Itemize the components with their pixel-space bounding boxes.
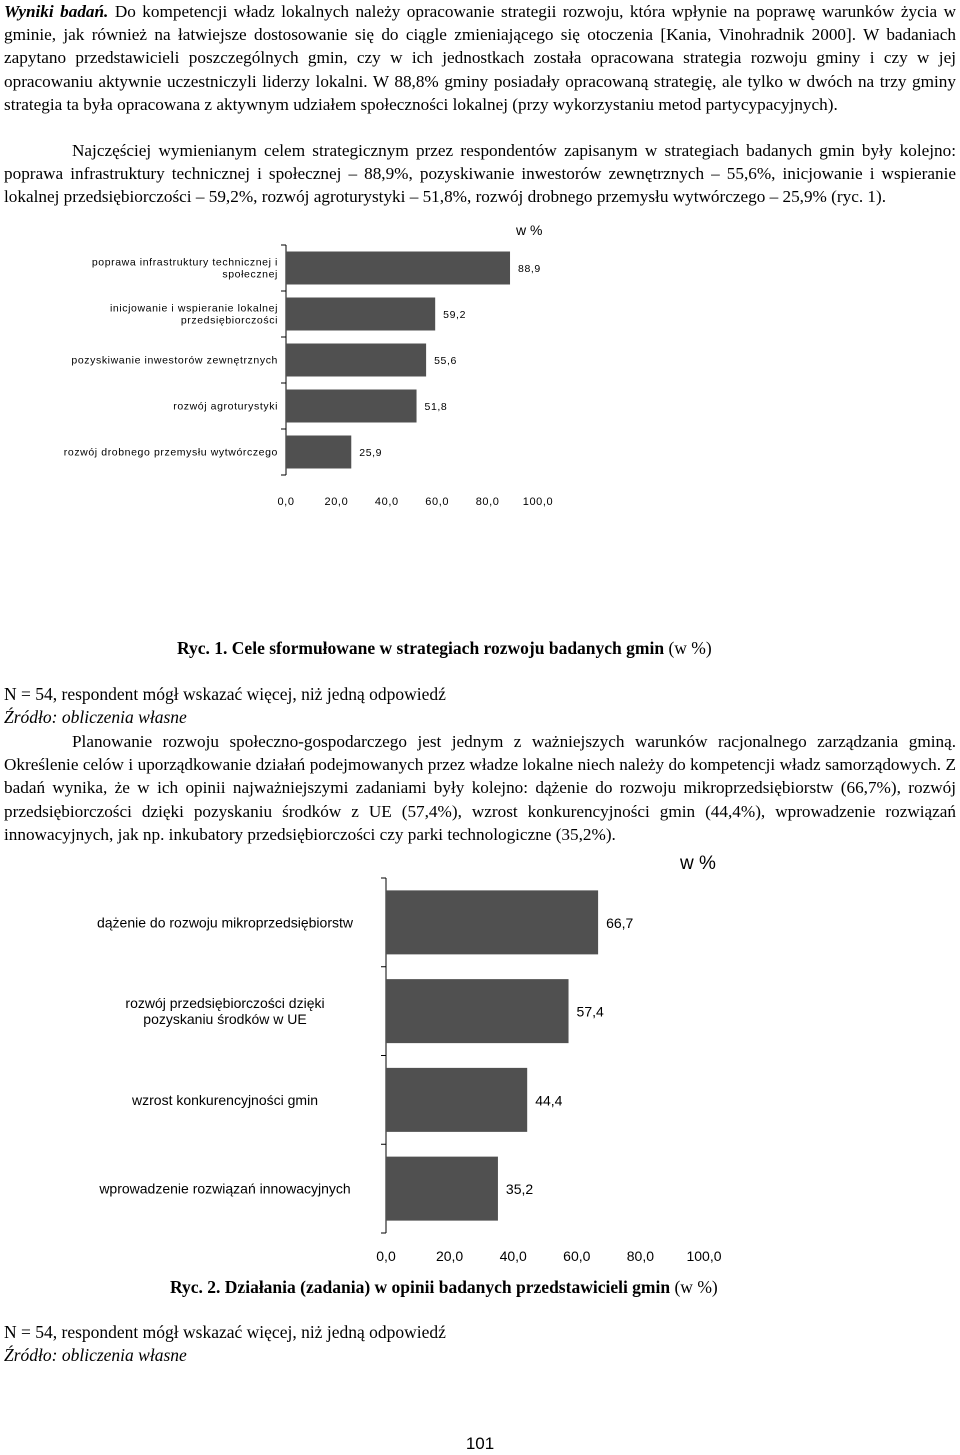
figure2-caption [170, 1277, 718, 1298]
data-label: 59,2 [443, 309, 467, 322]
paragraph-intro-text: Do kompetencji władz lokalnych należy opracowanie strategii rozwoju, która wpłynie na poprawę warunków życia w gminie, jak również na łatwiejsze dostosowanie się do ciągle zmieniającego się otoczenia [Kania, Vinohradnik 2000]. W badaniach zapytano przedstawicieli poszczególnych gmin, czy w ich jednostkach została opracowana strategia rozwoju gminy i czy w jej opracowaniu aktywnie uczestniczyli liderzy lokalni. W 88,8% gminy posiadały opracowaną strategię, ale tylko w dwóch na trzy gminy strategia ta była opracowana z aktywnym udziałem społeczności lokalnej (przy wykorzystaniu metod partycypacyjnych). [4, 2, 956, 114]
bar [286, 252, 510, 285]
figure2-note: N = 54, respondent mógł wskazać więcej, niż jedną odpowiedź [4, 1322, 446, 1342]
bar [286, 390, 417, 423]
paragraph-planning: Planowanie rozwoju społeczno-gospodarczego jest jednym z ważniejszych warunków racjonalnego zarządzania gminą. Określenie celów i uporządkowanie działań podejmowanych przez władze lokalne niech należy do kompetencji władz samorządowych. Z badań wynika, że w ich opinii najważniejszymi zadaniami były kolejno: dążenie do rozwoju mikroprzedsiębiorstw (66,7%), rozwój przedsiębiorczości dzięki pozyskaniu środków z UE (57,4%), wzrost konkurencyjności gmin (44,4%), wprowadzenie rozwiązań innowacyjnych, jak np. inkubatory przedsiębiorczości czy parki technologiczne (35,2%). [4, 732, 956, 844]
tick-label: 20,0 [435, 1248, 464, 1264]
figure1-note: N = 54, respondent mógł wskazać więcej, niż jedną odpowiedź [4, 684, 446, 704]
figure2-caption-number: Ryc. 2. [170, 1277, 221, 1297]
category-label: wzrost konkurencyjności gmin [132, 1091, 318, 1108]
bar [386, 890, 598, 954]
data-label: 57,4 [576, 1003, 604, 1020]
bar [286, 344, 426, 377]
data-label: 51,8 [424, 401, 448, 414]
data-label: 25,9 [359, 447, 383, 460]
paragraph-goals: Najczęściej wymienianym celem strategicznym przez respondentów zapisanym w strategiach badanych gmin były kolejno: poprawa infrastruktury technicznej i społecznej – 88,9%, pozyskiwanie inwestorów zewnętrznych – 55,6%, inicjowanie i wspieranie lokalnej przedsiębiorczości – 59,2%, rozwój agroturystyki – 51,8%, rozwój drobnego przemysłu wytwórczego – 25,9% (ryc. 1). [4, 141, 956, 207]
unit-label: w % [516, 222, 543, 238]
unit-label: w % [680, 853, 716, 874]
figure2-caption-unit: (w %) [670, 1277, 718, 1297]
page-number: 101 [465, 1434, 495, 1453]
category-label: rozwój przedsiębiorczości dzięki [125, 994, 325, 1011]
figure1-source: Źródło: obliczenia własne [4, 707, 187, 727]
tick-label: 60,0 [563, 1248, 591, 1264]
category-label: inicjowanie i wspieranie lokalnej [109, 302, 278, 315]
category-label: rozwój agroturystyki [173, 400, 278, 413]
figure2-bar-chart [0, 848, 960, 1268]
category-label: rozwój drobnego przemysłu wytwórczego [63, 446, 278, 459]
category-label: pozyskaniu środków w UE [143, 1011, 307, 1028]
tick-label: 80,0 [626, 1248, 655, 1264]
tick-label: 80,0 [475, 496, 500, 508]
category-label: dążenie do rozwoju mikroprzedsiębiorstw [96, 914, 354, 931]
tick-label: 60,0 [425, 496, 450, 508]
category-label: przedsiębiorczości [180, 314, 278, 327]
tick-label: 100,0 [522, 496, 554, 508]
data-label: 88,9 [518, 263, 541, 276]
bar [386, 1157, 498, 1221]
data-label: 35,2 [505, 1181, 534, 1198]
data-label: 44,4 [535, 1092, 563, 1109]
tick-label: 0,0 [277, 496, 295, 508]
section-lead: Wyniki badań. [4, 2, 109, 21]
category-label: pozyskiwanie inwestorów zewnętrznych [71, 354, 278, 367]
figure1-caption [177, 638, 712, 659]
figure1-caption-title: Cele sformułowane w strategiach rozwoju badanych gmin [231, 638, 665, 658]
data-label: 66,7 [606, 914, 634, 931]
data-label: 55,6 [434, 355, 457, 368]
figure2-source: Źródło: obliczenia własne [4, 1345, 187, 1365]
tick-label: 40,0 [499, 1248, 527, 1264]
paragraph-intro [4, 0, 956, 116]
bar [386, 979, 569, 1043]
tick-label: 100,0 [686, 1248, 722, 1264]
figure1-bar-chart [0, 215, 960, 515]
tick-label: 40,0 [374, 496, 399, 508]
bar [286, 436, 351, 469]
bar [386, 1068, 527, 1132]
tick-label: 0,0 [376, 1248, 396, 1264]
tick-label: 20,0 [324, 496, 349, 508]
category-label: społecznej [222, 268, 278, 281]
bar [286, 298, 435, 331]
category-label: poprawa infrastruktury technicznej i [91, 256, 278, 269]
figure1-caption-number: Ryc. 1. [177, 638, 228, 658]
figure2-caption-title: Działania (zadania) w opinii badanych przedstawicieli gmin [224, 1277, 671, 1297]
category-label: wprowadzenie rozwiązań innowacyjnych [99, 1180, 351, 1197]
figure1-caption-unit: (w %) [664, 638, 712, 658]
